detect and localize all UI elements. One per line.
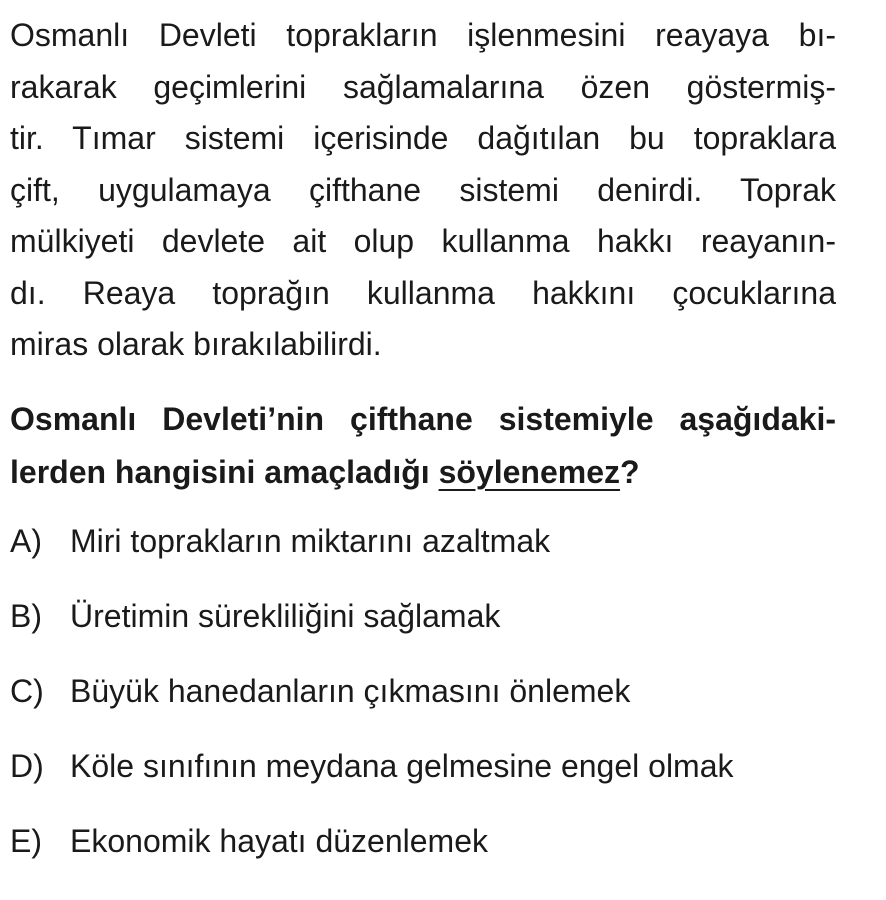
option-b[interactable]	[10, 596, 836, 671]
question-line: Osmanlı Devleti’nin çifthane sistemiyle aşağıdaki-	[10, 400, 836, 437]
passage-line: miras olarak bırakılabilirdi.	[10, 326, 382, 362]
question-mark: ?	[619, 453, 640, 490]
option-text: Köle sınıfının meydana gelmesine engel olmak	[70, 747, 734, 784]
option-letter: D)	[10, 747, 44, 784]
question-text: lerden hangisini amaçladığı	[10, 453, 439, 490]
negation-keyword: söylenemez	[438, 453, 620, 490]
option-text: Miri toprakların miktarını azaltmak	[70, 522, 551, 559]
question-stem	[10, 393, 836, 499]
question-page	[10, 10, 836, 896]
passage-line: Osmanlı Devleti toprakların işlenmesini reayaya bı-	[10, 17, 836, 53]
option-text: Ekonomik hayatı düzenlemek	[70, 822, 488, 859]
passage-line: çift, uygulamaya çifthane sistemi denirdi. Toprak	[10, 171, 836, 208]
passage-line: rakarak geçimlerini sağlamalarına özen göstermiş-	[10, 68, 836, 105]
answer-options	[10, 521, 836, 896]
option-d[interactable]	[10, 746, 836, 821]
option-letter: E)	[10, 822, 42, 859]
option-e[interactable]	[10, 821, 836, 896]
option-c[interactable]	[10, 671, 836, 746]
passage-line: dı. Reaya toprağın kullanma hakkını çocuklarına	[10, 274, 836, 311]
option-letter: A)	[10, 522, 42, 559]
option-a[interactable]	[10, 521, 836, 596]
option-letter: C)	[10, 672, 44, 709]
option-text: Büyük hanedanların çıkmasını önlemek	[70, 672, 631, 709]
passage	[10, 10, 836, 371]
passage-line: tir. Tımar sistemi içerisinde dağıtılan bu topraklara	[10, 120, 836, 156]
question-line	[10, 446, 836, 499]
option-letter: B)	[10, 597, 42, 634]
passage-line: mülkiyeti devlete ait olup kullanma hakkı reayanın-	[10, 223, 836, 259]
option-text: Üretimin sürekliliğini sağlamak	[70, 597, 501, 634]
